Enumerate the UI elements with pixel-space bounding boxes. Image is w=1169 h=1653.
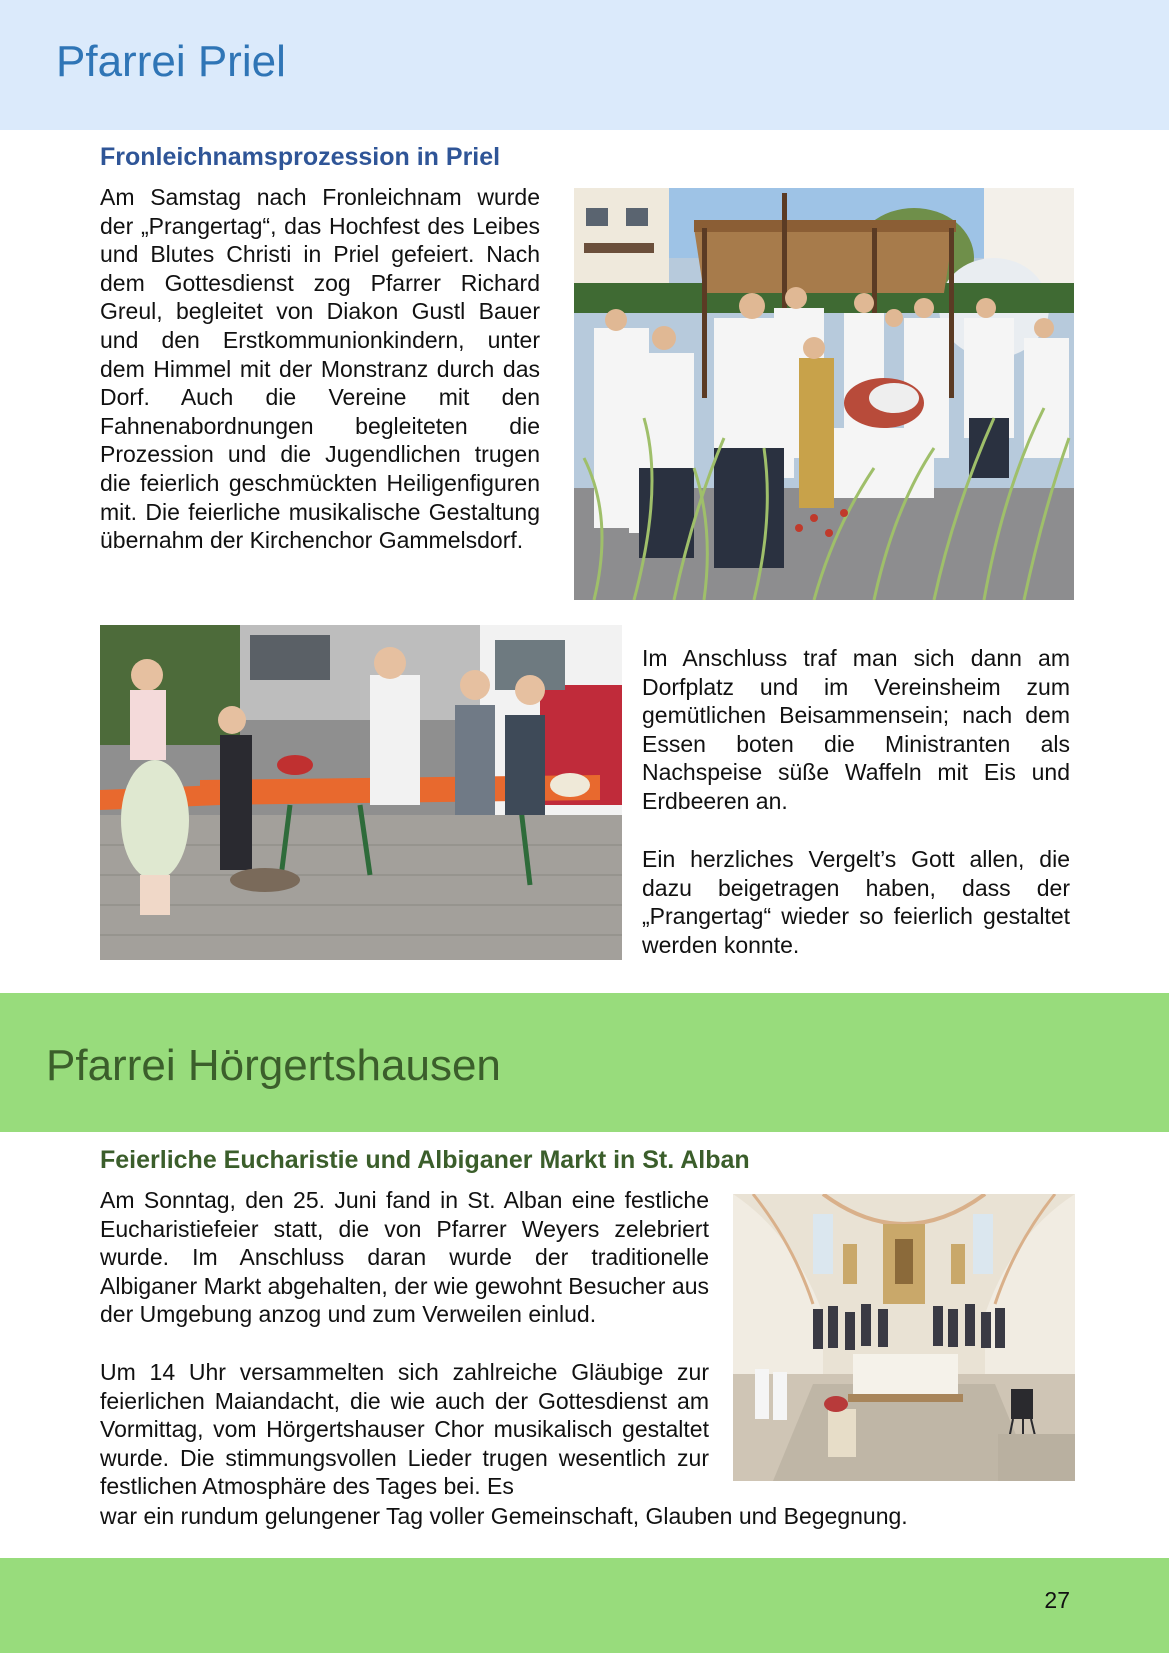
procession-photo [574,188,1074,600]
hoergertshausen-paragraph-1: Am Sonntag, den 25. Juni fand in St. Alban eine festliche Eucharistiefeier statt, die von Pfarrer Weyers zelebriert wurde. Im Anschluss daran wurde der traditionelle Albiganer Markt abgehalten, der wie gewohnt Besucher aus der Umgebung anzog und zum Verweilen einlud. [100,1187,709,1328]
hoergertshausen-paragraph-2-end: war ein rundum gelungener Tag voller Gemeinschaft, Glauben und Begegnung. [100,1503,908,1529]
hoergertshausen-paragraph-2: Um 14 Uhr versammelten sich zahlreiche Gläubige zur feierlichen Maiandacht, die wie auch der Gottesdienst am Vormittag, vom Hörgertshauser Chor musikalisch gestaltet wurde. Die stimmungsvollen Lieder trugen wesentlich zur festlichen Atmosphäre des Tages bei. Es [100,1359,709,1500]
priel-paragraph-3: Ein herzliches Vergelt’s Gott allen, die dazu beigetragen haben, dass der „Prangertag“ wieder so feierlich gestaltet werden konnte. [642,846,1070,958]
priel-section-title: Pfarrei Priel [56,37,286,86]
priel-paragraph-2: Im Anschluss traf man sich dann am Dorfplatz und im Vereinsheim zum gemütlichen Beisammensein; nach dem Essen boten die Ministranten als Nachspeise süße Waffeln mit Eis und Erdbeeren an. [642,645,1070,814]
footer-band [0,1558,1169,1653]
priel-paragraph-1: Am Samstag nach Fronleichnam wurde der „Prangertag“, das Hochfest des Leibes und Blutes Christi in Priel gefeiert. Nach dem Gottesdienst zog Pfarrer Richard Greul, begleitet von Diakon Gustl Bauer und den Erstkommunionkindern, unter dem Himmel mit der Monstranz durch das Dorf. Auch die Vereine mit den Fahnenabordnungen begleiteten die Prozession und die Jugendlichen trugen die feierlich geschmückten Heiligenfiguren mit. Die feierliche musikalische Gestaltung übernahm der Kirchenchor Gammelsdorf. [100,184,540,554]
hoergertshausen-section-title: Pfarrei Hörgertshausen [46,1041,501,1090]
church-interior-photo [733,1194,1075,1481]
page-number: 27 [1044,1587,1070,1613]
hoergertshausen-article-heading: Feierliche Eucharistie und Albiganer Markt in St. Alban [100,1146,750,1174]
youth-waffle-stand-photo [100,625,622,960]
priel-article-heading: Fronleichnamsprozession in Priel [100,143,501,171]
